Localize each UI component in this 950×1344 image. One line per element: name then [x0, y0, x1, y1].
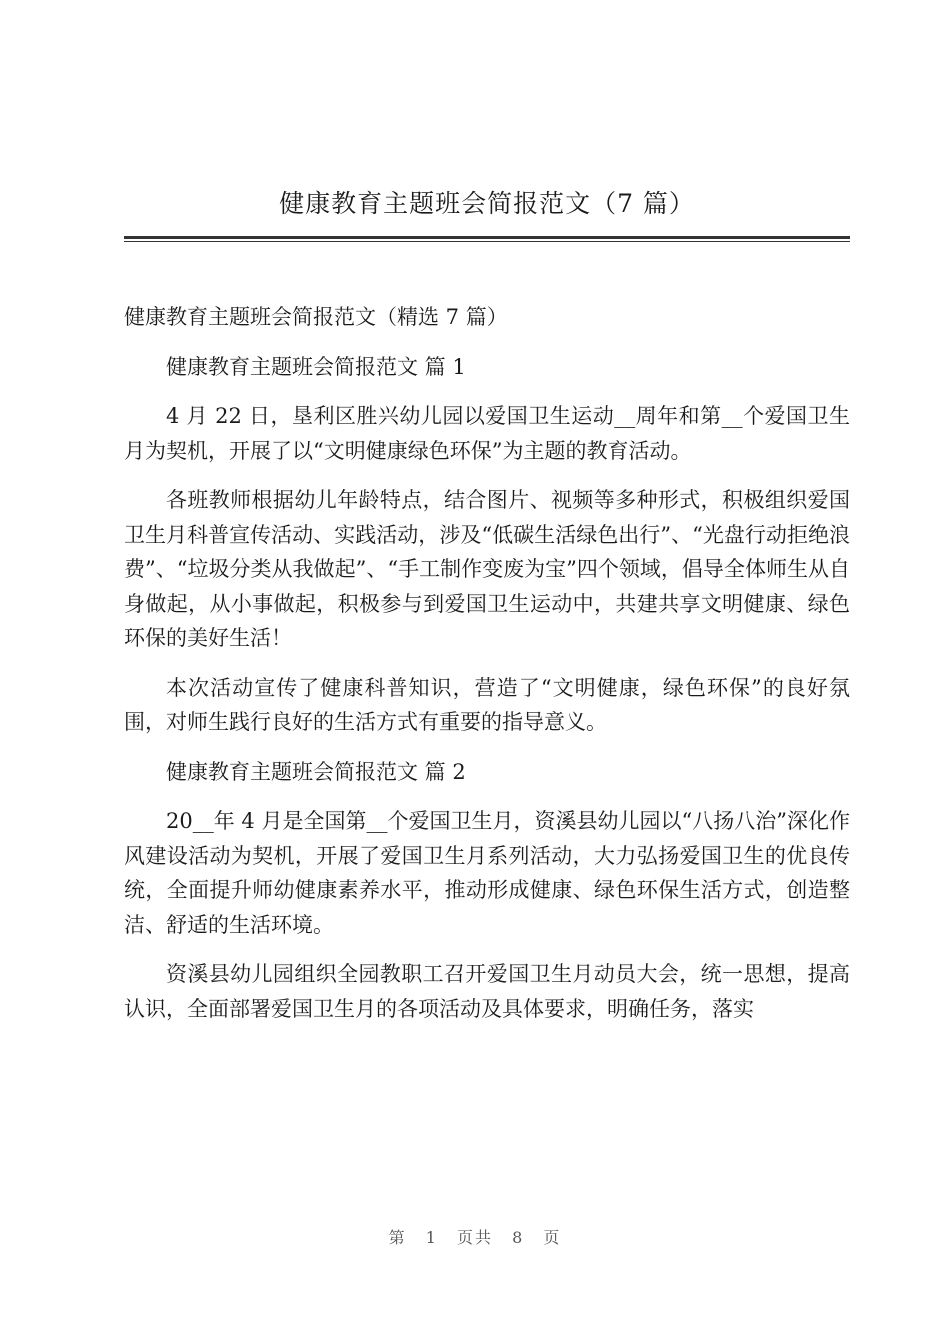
body-paragraph: 20__年 4 月是全国第__个爱国卫生月，资溪县幼儿园以“八扬八治”深化作风建设活动为契机，开展了爱国卫生月系列活动，大力弘扬爱国卫生的优良传统，全面提升师幼健康素养水平，推动形成健康、绿色环保生活方式，创造整洁、舒适的生活环境。	[124, 809, 850, 937]
page-number-footer: 第 1 页共 8 页	[388, 1228, 562, 1247]
body-paragraph: 4 月 22 日，垦利区胜兴幼儿园以爱国卫生运动__周年和第__个爱国卫生月为契机，开展了以“文明健康绿色环保”为主题的教育活动。	[124, 404, 850, 463]
body-paragraph: 资溪县幼儿园组织全园教职工召开爱国卫生月动员大会，统一思想，提高认识，全面部署爱国卫生月的各项活动及具体要求，明确任务，落实	[124, 962, 850, 1021]
page-title: 健康教育主题班会简报范文（7 篇）	[279, 189, 695, 218]
document-subtitle: 健康教育主题班会简报范文（精选 7 篇）	[124, 305, 508, 329]
section-heading-1: 健康教育主题班会简报范文 篇 1	[166, 354, 466, 379]
document-body	[124, 300, 850, 1041]
section-heading-2: 健康教育主题班会简报范文 篇 2	[166, 759, 466, 784]
body-paragraph: 本次活动宣传了健康科普知识，营造了“文明健康，绿色环保”的良好氛围，对师生践行良好的生活方式有重要的指导意义。	[124, 675, 850, 734]
body-paragraph: 各班教师根据幼儿年龄特点，结合图片、视频等多种形式，积极组织爱国卫生月科普宣传活动、实践活动，涉及“低碳生活绿色出行”、“光盘行动拒绝浪费”、“垃圾分类从我做起”、“手工制作变废为宝”四个领域，倡导全体师生从自身做起，从小事做起，积极参与到爱国卫生运动中，共建共享文明健康、绿色环保的美好生活！	[124, 488, 850, 650]
header-divider	[124, 236, 850, 242]
